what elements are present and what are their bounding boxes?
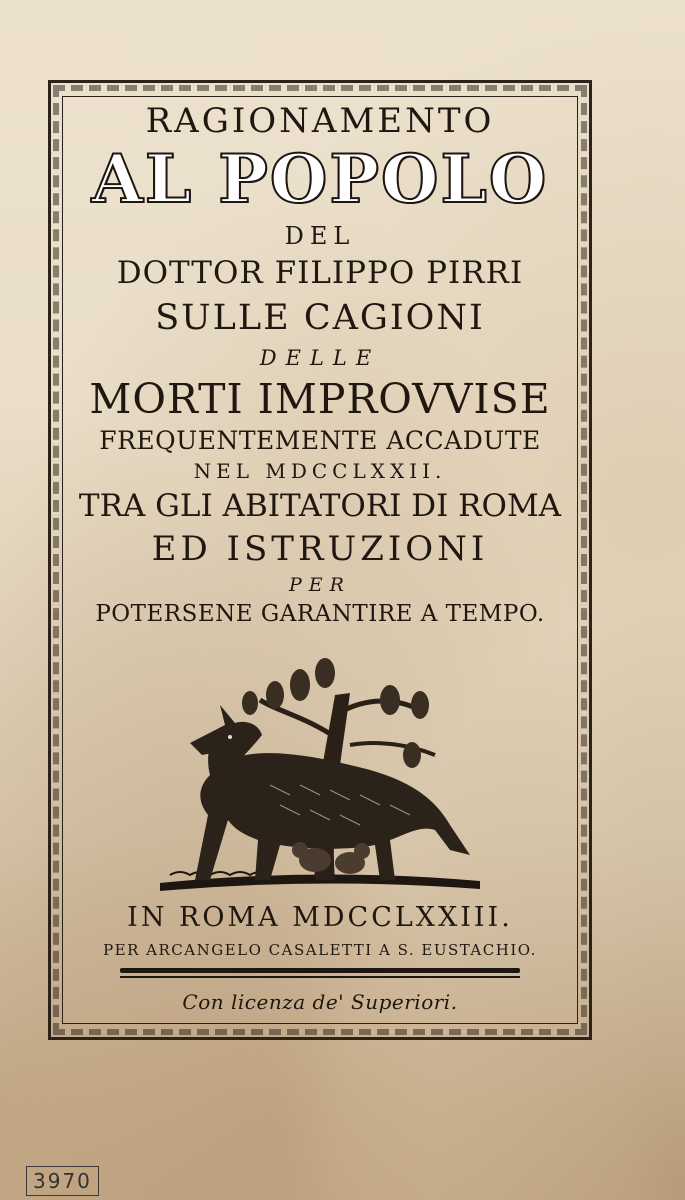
license-line: Con licenza de' Superiori.	[182, 989, 458, 1014]
she-wolf-with-twins-icon	[150, 655, 490, 895]
title-line-7: MORTI IMPROVVISE	[89, 375, 551, 423]
title-line-2: AL POPOLO	[91, 140, 549, 218]
title-line-11: ED ISTRUZIONI	[151, 529, 489, 569]
author-line: DOTTOR FILIPPO PIRRI	[116, 255, 524, 291]
shelfmark-label: 3970	[26, 1166, 99, 1196]
title-line-1: RAGIONAMENTO	[145, 101, 495, 141]
thick-rule	[120, 968, 520, 973]
title-line-5: SULLE CAGIONI	[155, 298, 485, 338]
thin-rule	[120, 976, 520, 978]
title-block	[66, 100, 574, 626]
imprint-printer: PER ARCANGELO CASALETTI A S. EUSTACHIO.	[103, 941, 537, 959]
title-line-3: DEL	[284, 222, 356, 250]
imprint-place-date: IN ROMA MDCCLXXIII.	[127, 902, 513, 933]
title-line-12: PER	[289, 574, 351, 596]
title-line-13: POTERSENE GARANTIRE A TEMPO.	[95, 601, 545, 627]
title-line-8: FREQUENTEMENTE ACCADUTE	[99, 426, 541, 455]
title-line-6: DELLE	[259, 346, 381, 370]
imprint-block	[66, 904, 574, 1012]
title-line-9: NEL MDCCLXXII.	[193, 459, 447, 483]
title-line-10: TRA GLI ABITATORI DI ROMA	[78, 488, 562, 524]
